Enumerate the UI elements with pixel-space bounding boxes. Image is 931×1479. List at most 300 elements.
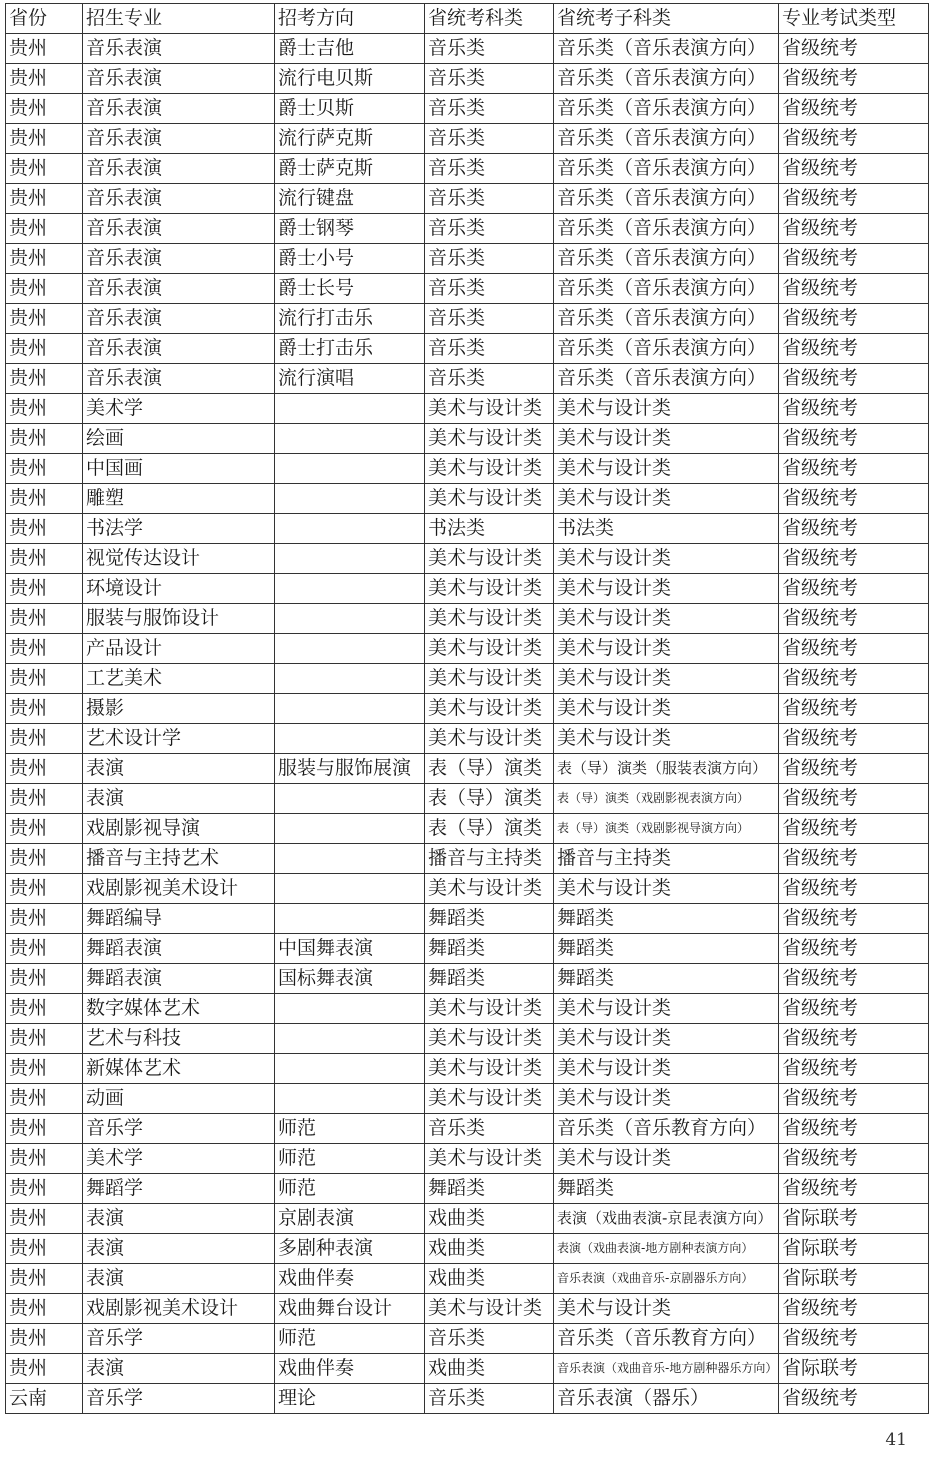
cell-province: 贵州 — [6, 694, 83, 724]
cell-direction: 师范 — [275, 1324, 425, 1354]
cell-exam-type: 省级统考 — [779, 964, 929, 994]
cell-exam-type: 省级统考 — [779, 394, 929, 424]
table-row — [6, 484, 929, 514]
table-row — [6, 154, 929, 184]
cell-exam-type: 省级统考 — [779, 544, 929, 574]
cell-exam-subcategory: 音乐类（音乐表演方向） — [554, 94, 779, 124]
cell-direction — [275, 994, 425, 1024]
cell-major: 产品设计 — [83, 634, 275, 664]
table-row — [6, 544, 929, 574]
cell-major: 音乐表演 — [83, 64, 275, 94]
cell-exam-type: 省级统考 — [779, 184, 929, 214]
cell-exam-type: 省级统考 — [779, 94, 929, 124]
cell-direction — [275, 514, 425, 544]
cell-province: 贵州 — [6, 844, 83, 874]
cell-exam-type: 省级统考 — [779, 34, 929, 64]
cell-exam-subcategory: 美术与设计类 — [554, 724, 779, 754]
header-major: 招生专业 — [83, 4, 275, 34]
cell-major: 音乐表演 — [83, 154, 275, 184]
cell-exam-type: 省级统考 — [779, 1054, 929, 1084]
cell-province: 贵州 — [6, 154, 83, 184]
cell-direction: 流行萨克斯 — [275, 124, 425, 154]
table-row — [6, 814, 929, 844]
table-row — [6, 1024, 929, 1054]
cell-direction: 流行打击乐 — [275, 304, 425, 334]
cell-exam-category: 音乐类 — [425, 34, 554, 64]
cell-exam-category: 舞蹈类 — [425, 934, 554, 964]
cell-province: 贵州 — [6, 424, 83, 454]
table-row — [6, 784, 929, 814]
cell-exam-subcategory: 美术与设计类 — [554, 1024, 779, 1054]
table-row — [6, 1234, 929, 1264]
cell-direction: 爵士钢琴 — [275, 214, 425, 244]
cell-exam-subcategory: 美术与设计类 — [554, 574, 779, 604]
cell-exam-category: 表（导）演类 — [425, 754, 554, 784]
cell-exam-category: 美术与设计类 — [425, 484, 554, 514]
table-row — [6, 694, 929, 724]
cell-exam-subcategory: 表演（戏曲表演-京昆表演方向） — [554, 1204, 779, 1234]
cell-direction: 戏曲伴奏 — [275, 1264, 425, 1294]
cell-major: 音乐表演 — [83, 34, 275, 64]
cell-province: 贵州 — [6, 934, 83, 964]
cell-direction — [275, 724, 425, 754]
cell-major: 书法学 — [83, 514, 275, 544]
cell-exam-subcategory: 舞蹈类 — [554, 964, 779, 994]
cell-province: 贵州 — [6, 604, 83, 634]
table-row — [6, 604, 929, 634]
cell-exam-subcategory: 音乐表演（戏曲音乐-地方剧种器乐方向） — [554, 1354, 779, 1384]
cell-direction: 流行电贝斯 — [275, 64, 425, 94]
cell-province: 贵州 — [6, 214, 83, 244]
cell-direction: 京剧表演 — [275, 1204, 425, 1234]
header-row — [6, 4, 929, 34]
cell-major: 音乐表演 — [83, 304, 275, 334]
table-row — [6, 454, 929, 484]
cell-exam-type: 省级统考 — [779, 604, 929, 634]
cell-exam-type: 省级统考 — [779, 874, 929, 904]
cell-direction — [275, 544, 425, 574]
cell-province: 贵州 — [6, 334, 83, 364]
cell-exam-category: 美术与设计类 — [425, 1024, 554, 1054]
cell-direction — [275, 904, 425, 934]
cell-major: 舞蹈表演 — [83, 964, 275, 994]
cell-major: 音乐学 — [83, 1324, 275, 1354]
cell-exam-subcategory: 播音与主持类 — [554, 844, 779, 874]
cell-major: 摄影 — [83, 694, 275, 724]
cell-exam-subcategory: 书法类 — [554, 514, 779, 544]
cell-direction: 爵士小号 — [275, 244, 425, 274]
cell-exam-subcategory: 美术与设计类 — [554, 694, 779, 724]
cell-direction: 戏曲伴奏 — [275, 1354, 425, 1384]
cell-major: 艺术设计学 — [83, 724, 275, 754]
table-row — [6, 1324, 929, 1354]
cell-province: 贵州 — [6, 874, 83, 904]
cell-province: 贵州 — [6, 664, 83, 694]
cell-province: 贵州 — [6, 1024, 83, 1054]
cell-province: 贵州 — [6, 1054, 83, 1084]
cell-major: 绘画 — [83, 424, 275, 454]
cell-province: 贵州 — [6, 814, 83, 844]
cell-major: 新媒体艺术 — [83, 1054, 275, 1084]
table-row — [6, 424, 929, 454]
cell-exam-category: 美术与设计类 — [425, 424, 554, 454]
table-row — [6, 844, 929, 874]
cell-major: 戏剧影视美术设计 — [83, 874, 275, 904]
cell-exam-subcategory: 音乐类（音乐教育方向） — [554, 1114, 779, 1144]
cell-province: 贵州 — [6, 1234, 83, 1264]
cell-exam-subcategory: 美术与设计类 — [554, 634, 779, 664]
table-row — [6, 874, 929, 904]
cell-exam-subcategory: 音乐类（音乐表演方向） — [554, 154, 779, 184]
cell-direction — [275, 784, 425, 814]
cell-major: 舞蹈编导 — [83, 904, 275, 934]
cell-direction — [275, 604, 425, 634]
cell-direction: 服装与服饰展演 — [275, 754, 425, 784]
table-row — [6, 514, 929, 544]
cell-major: 环境设计 — [83, 574, 275, 604]
cell-exam-subcategory: 音乐类（音乐表演方向） — [554, 64, 779, 94]
cell-exam-category: 戏曲类 — [425, 1354, 554, 1384]
cell-exam-type: 省级统考 — [779, 124, 929, 154]
table-row — [6, 754, 929, 784]
cell-exam-category: 美术与设计类 — [425, 574, 554, 604]
cell-major: 动画 — [83, 1084, 275, 1114]
cell-major: 音乐学 — [83, 1384, 275, 1414]
cell-direction — [275, 664, 425, 694]
table-row — [6, 34, 929, 64]
cell-province: 贵州 — [6, 94, 83, 124]
cell-exam-subcategory: 音乐类（音乐表演方向） — [554, 124, 779, 154]
cell-direction — [275, 694, 425, 724]
cell-exam-category: 美术与设计类 — [425, 874, 554, 904]
cell-province: 贵州 — [6, 634, 83, 664]
cell-direction: 爵士长号 — [275, 274, 425, 304]
cell-exam-subcategory: 表（导）演类（戏剧影视表演方向） — [554, 784, 779, 814]
cell-exam-subcategory: 表（导）演类（服装表演方向） — [554, 754, 779, 784]
table-row — [6, 934, 929, 964]
cell-major: 舞蹈学 — [83, 1174, 275, 1204]
cell-province: 贵州 — [6, 1144, 83, 1174]
cell-province: 云南 — [6, 1384, 83, 1414]
cell-province: 贵州 — [6, 904, 83, 934]
cell-exam-subcategory: 音乐类（音乐表演方向） — [554, 334, 779, 364]
cell-major: 播音与主持艺术 — [83, 844, 275, 874]
cell-exam-type: 省级统考 — [779, 484, 929, 514]
cell-exam-category: 美术与设计类 — [425, 544, 554, 574]
cell-direction — [275, 634, 425, 664]
table-row — [6, 1384, 929, 1414]
cell-exam-subcategory: 舞蹈类 — [554, 904, 779, 934]
cell-major: 表演 — [83, 1264, 275, 1294]
cell-exam-type: 省级统考 — [779, 904, 929, 934]
cell-province: 贵州 — [6, 64, 83, 94]
cell-exam-category: 音乐类 — [425, 1114, 554, 1144]
cell-direction: 戏曲舞台设计 — [275, 1294, 425, 1324]
cell-major: 戏剧影视导演 — [83, 814, 275, 844]
cell-exam-subcategory: 表演（戏曲表演-地方剧种表演方向） — [554, 1234, 779, 1264]
cell-exam-category: 美术与设计类 — [425, 604, 554, 634]
cell-direction — [275, 844, 425, 874]
cell-exam-type: 省级统考 — [779, 304, 929, 334]
cell-province: 贵州 — [6, 1114, 83, 1144]
cell-major: 表演 — [83, 784, 275, 814]
cell-province: 贵州 — [6, 1354, 83, 1384]
cell-major: 音乐表演 — [83, 214, 275, 244]
cell-province: 贵州 — [6, 484, 83, 514]
cell-exam-type: 省级统考 — [779, 1084, 929, 1114]
cell-exam-type: 省际联考 — [779, 1234, 929, 1264]
table-row — [6, 1294, 929, 1324]
cell-exam-subcategory: 美术与设计类 — [554, 1054, 779, 1084]
cell-major: 音乐表演 — [83, 274, 275, 304]
cell-direction — [275, 814, 425, 844]
cell-exam-type: 省级统考 — [779, 844, 929, 874]
cell-exam-category: 音乐类 — [425, 334, 554, 364]
cell-exam-category: 音乐类 — [425, 274, 554, 304]
cell-exam-type: 省级统考 — [779, 64, 929, 94]
cell-exam-type: 省级统考 — [779, 244, 929, 274]
cell-province: 贵州 — [6, 514, 83, 544]
cell-province: 贵州 — [6, 1324, 83, 1354]
cell-exam-category: 音乐类 — [425, 304, 554, 334]
cell-direction: 国标舞表演 — [275, 964, 425, 994]
cell-major: 音乐表演 — [83, 334, 275, 364]
cell-direction — [275, 574, 425, 604]
cell-direction: 理论 — [275, 1384, 425, 1414]
table-row — [6, 214, 929, 244]
cell-province: 贵州 — [6, 1204, 83, 1234]
cell-major: 表演 — [83, 1234, 275, 1264]
cell-exam-subcategory: 美术与设计类 — [554, 394, 779, 424]
cell-exam-type: 省级统考 — [779, 334, 929, 364]
table-row — [6, 394, 929, 424]
cell-major: 音乐表演 — [83, 244, 275, 274]
cell-direction: 爵士吉他 — [275, 34, 425, 64]
cell-exam-subcategory: 美术与设计类 — [554, 994, 779, 1024]
cell-exam-type: 省级统考 — [779, 664, 929, 694]
cell-exam-type: 省级统考 — [779, 754, 929, 784]
table-row — [6, 124, 929, 154]
table-row — [6, 1264, 929, 1294]
cell-major: 音乐表演 — [83, 184, 275, 214]
table-row — [6, 1114, 929, 1144]
cell-major: 音乐学 — [83, 1114, 275, 1144]
cell-exam-category: 音乐类 — [425, 184, 554, 214]
cell-exam-type: 省级统考 — [779, 424, 929, 454]
admissions-table — [5, 3, 929, 1414]
cell-province: 贵州 — [6, 1084, 83, 1114]
table-row — [6, 724, 929, 754]
table-row — [6, 574, 929, 604]
cell-exam-type: 省级统考 — [779, 1294, 929, 1324]
cell-direction — [275, 394, 425, 424]
cell-direction — [275, 874, 425, 904]
cell-exam-category: 美术与设计类 — [425, 694, 554, 724]
cell-direction: 流行键盘 — [275, 184, 425, 214]
cell-major: 美术学 — [83, 1144, 275, 1174]
cell-direction — [275, 424, 425, 454]
cell-province: 贵州 — [6, 724, 83, 754]
table-row — [6, 304, 929, 334]
cell-exam-subcategory: 音乐类（音乐表演方向） — [554, 214, 779, 244]
cell-direction: 师范 — [275, 1174, 425, 1204]
table-row — [6, 664, 929, 694]
cell-exam-subcategory: 音乐类（音乐表演方向） — [554, 304, 779, 334]
cell-exam-type: 省级统考 — [779, 1324, 929, 1354]
cell-exam-category: 表（导）演类 — [425, 814, 554, 844]
cell-exam-category: 音乐类 — [425, 154, 554, 184]
cell-exam-type: 省际联考 — [779, 1204, 929, 1234]
cell-province: 贵州 — [6, 754, 83, 784]
cell-province: 贵州 — [6, 1174, 83, 1204]
cell-exam-category: 音乐类 — [425, 1384, 554, 1414]
cell-exam-type: 省级统考 — [779, 784, 929, 814]
cell-exam-type: 省级统考 — [779, 514, 929, 544]
cell-direction: 流行演唱 — [275, 364, 425, 394]
cell-exam-category: 音乐类 — [425, 94, 554, 124]
cell-province: 贵州 — [6, 784, 83, 814]
cell-exam-category: 音乐类 — [425, 214, 554, 244]
cell-exam-category: 舞蹈类 — [425, 1174, 554, 1204]
cell-exam-subcategory: 美术与设计类 — [554, 424, 779, 454]
cell-exam-type: 省级统考 — [779, 454, 929, 484]
cell-exam-category: 书法类 — [425, 514, 554, 544]
cell-province: 贵州 — [6, 544, 83, 574]
cell-exam-category: 表（导）演类 — [425, 784, 554, 814]
cell-exam-category: 播音与主持类 — [425, 844, 554, 874]
cell-exam-type: 省级统考 — [779, 994, 929, 1024]
cell-major: 服装与服饰设计 — [83, 604, 275, 634]
header-province: 省份 — [6, 4, 83, 34]
cell-exam-category: 美术与设计类 — [425, 1084, 554, 1114]
table-header — [6, 4, 929, 34]
table-body — [6, 34, 929, 1414]
table-row — [6, 964, 929, 994]
cell-direction — [275, 1054, 425, 1084]
header-direction: 招考方向 — [275, 4, 425, 34]
table-row — [6, 364, 929, 394]
cell-exam-type: 省级统考 — [779, 574, 929, 604]
cell-exam-subcategory: 音乐类（音乐表演方向） — [554, 34, 779, 64]
table-row — [6, 244, 929, 274]
cell-exam-type: 省级统考 — [779, 694, 929, 724]
cell-major: 表演 — [83, 1354, 275, 1384]
cell-exam-type: 省级统考 — [779, 364, 929, 394]
cell-exam-subcategory: 音乐类（音乐表演方向） — [554, 274, 779, 304]
cell-exam-subcategory: 舞蹈类 — [554, 1174, 779, 1204]
cell-exam-category: 美术与设计类 — [425, 1294, 554, 1324]
cell-exam-category: 戏曲类 — [425, 1234, 554, 1264]
cell-exam-type: 省级统考 — [779, 1144, 929, 1174]
cell-direction — [275, 1084, 425, 1114]
cell-major: 表演 — [83, 1204, 275, 1234]
cell-province: 贵州 — [6, 244, 83, 274]
cell-major: 音乐表演 — [83, 364, 275, 394]
table-row — [6, 64, 929, 94]
cell-exam-type: 省级统考 — [779, 1114, 929, 1144]
cell-exam-subcategory: 舞蹈类 — [554, 934, 779, 964]
cell-direction: 师范 — [275, 1114, 425, 1144]
cell-major: 音乐表演 — [83, 94, 275, 124]
cell-exam-category: 美术与设计类 — [425, 394, 554, 424]
page-number: 41 — [885, 1430, 907, 1450]
cell-exam-category: 音乐类 — [425, 64, 554, 94]
cell-major: 美术学 — [83, 394, 275, 424]
cell-exam-type: 省际联考 — [779, 1264, 929, 1294]
cell-exam-category: 舞蹈类 — [425, 904, 554, 934]
cell-exam-type: 省级统考 — [779, 634, 929, 664]
cell-major: 中国画 — [83, 454, 275, 484]
table-row — [6, 1054, 929, 1084]
cell-major: 舞蹈表演 — [83, 934, 275, 964]
cell-exam-category: 美术与设计类 — [425, 634, 554, 664]
cell-exam-category: 音乐类 — [425, 124, 554, 154]
cell-exam-category: 音乐类 — [425, 244, 554, 274]
cell-exam-category: 音乐类 — [425, 364, 554, 394]
cell-exam-subcategory: 美术与设计类 — [554, 1144, 779, 1174]
cell-exam-type: 省级统考 — [779, 214, 929, 244]
cell-exam-type: 省级统考 — [779, 1174, 929, 1204]
cell-exam-type: 省级统考 — [779, 1384, 929, 1414]
cell-major: 视觉传达设计 — [83, 544, 275, 574]
table-row — [6, 334, 929, 364]
cell-exam-subcategory: 美术与设计类 — [554, 1084, 779, 1114]
cell-direction — [275, 484, 425, 514]
cell-province: 贵州 — [6, 364, 83, 394]
cell-province: 贵州 — [6, 1264, 83, 1294]
cell-direction: 师范 — [275, 1144, 425, 1174]
cell-exam-type: 省级统考 — [779, 934, 929, 964]
cell-exam-subcategory: 音乐表演（戏曲音乐-京剧器乐方向） — [554, 1264, 779, 1294]
cell-exam-subcategory: 美术与设计类 — [554, 664, 779, 694]
cell-direction: 爵士萨克斯 — [275, 154, 425, 184]
cell-exam-subcategory: 美术与设计类 — [554, 544, 779, 574]
cell-exam-type: 省级统考 — [779, 274, 929, 304]
cell-direction: 多剧种表演 — [275, 1234, 425, 1264]
cell-province: 贵州 — [6, 994, 83, 1024]
cell-major: 工艺美术 — [83, 664, 275, 694]
cell-exam-subcategory: 音乐表演（器乐） — [554, 1384, 779, 1414]
cell-exam-category: 美术与设计类 — [425, 454, 554, 484]
cell-exam-type: 省级统考 — [779, 724, 929, 754]
table-row — [6, 1354, 929, 1384]
cell-exam-type: 省级统考 — [779, 814, 929, 844]
cell-province: 贵州 — [6, 574, 83, 604]
cell-exam-subcategory: 音乐类（音乐教育方向） — [554, 1324, 779, 1354]
cell-province: 贵州 — [6, 454, 83, 484]
cell-exam-category: 戏曲类 — [425, 1204, 554, 1234]
cell-exam-type: 省级统考 — [779, 1024, 929, 1054]
table-row — [6, 634, 929, 664]
cell-exam-category: 美术与设计类 — [425, 724, 554, 754]
cell-exam-category: 音乐类 — [425, 1324, 554, 1354]
cell-exam-subcategory: 音乐类（音乐表演方向） — [554, 364, 779, 394]
cell-exam-category: 舞蹈类 — [425, 964, 554, 994]
cell-direction: 中国舞表演 — [275, 934, 425, 964]
cell-exam-subcategory: 音乐类（音乐表演方向） — [554, 184, 779, 214]
cell-province: 贵州 — [6, 394, 83, 424]
cell-exam-category: 美术与设计类 — [425, 1144, 554, 1174]
cell-province: 贵州 — [6, 184, 83, 214]
cell-exam-subcategory: 美术与设计类 — [554, 484, 779, 514]
cell-exam-subcategory: 音乐类（音乐表演方向） — [554, 244, 779, 274]
cell-exam-subcategory: 美术与设计类 — [554, 454, 779, 484]
cell-province: 贵州 — [6, 304, 83, 334]
cell-exam-category: 戏曲类 — [425, 1264, 554, 1294]
cell-major: 雕塑 — [83, 484, 275, 514]
cell-major: 艺术与科技 — [83, 1024, 275, 1054]
table-row — [6, 1144, 929, 1174]
